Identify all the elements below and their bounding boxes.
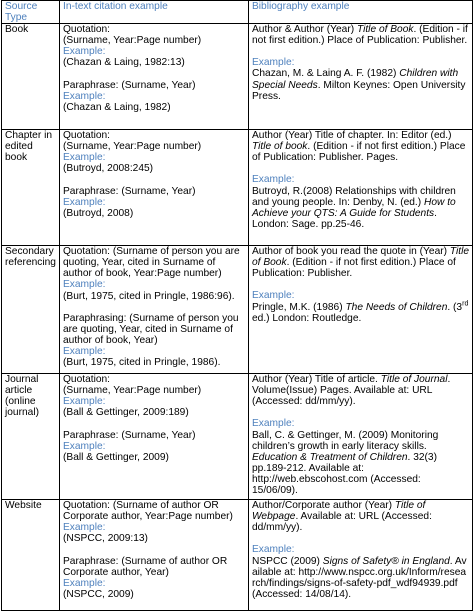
source-type-cell: Journal article (online journal): [2, 374, 60, 500]
bibliography-cell: [249, 130, 473, 246]
header-source-type: Source Type: [2, 1, 60, 24]
header-in-text-citation: In-text citation example: [60, 1, 249, 24]
source-type-cell: Book: [2, 24, 60, 130]
table-row-secondary: [2, 246, 473, 374]
citation-cell: [60, 130, 249, 246]
bibliography-example: Chazan, M. & Laing A. F. (1982) Children with Special Needs. Milton Keynes: Open University Press.: [252, 68, 466, 102]
example-label: Example:: [63, 196, 106, 208]
bibliography-cell: [249, 246, 473, 374]
bibliography-example: Butroyd, R.(2008) Relationships with children and young people. In: Denby, N. (ed.) How to Achieve your QTS: A Guide for Students. London: Sage. pp.25-46.: [252, 185, 456, 230]
quotation-format: (Surname, Year:Page number): [63, 35, 202, 47]
quotation-format: (Surname, Year:Page number): [63, 385, 202, 397]
example-label: Example:: [63, 152, 106, 164]
bibliography-format: Author & Author (Year) Title of Book. (Edition - if not first edition.) Place of Publication: Publisher.: [252, 24, 468, 47]
quotation-label: Quotation: (Surname of author OR Corporate author, Year:Page number): [63, 500, 233, 523]
quotation-label: Quotation: (Surname of person you are quoting, Year, cited in Surname of author of book, Year:Page number): [63, 246, 240, 280]
paraphrase-example: (NSPCC, 2009): [63, 588, 134, 600]
table-row-book: [2, 24, 473, 130]
table-row-journal-article: [2, 374, 473, 500]
bibliography-example: NSPCC (2009) Signs of Safety® in England. Available at: http://www.nspcc.org.uk/Inform/research/findings/signs-of-safety-pdf_wdf94939.pdf (Accessed: 14/08/14).: [252, 555, 467, 600]
example-label: Example:: [252, 544, 295, 556]
example-label: Example:: [63, 396, 106, 408]
bibliography-format: Author/Corporate author (Year) Title of Webpage. Available at: URL (Accessed: dd/mm/yy).: [252, 500, 432, 534]
table-row-website: [2, 500, 473, 611]
citation-cell: [60, 24, 249, 130]
paraphrase-label: Paraphrasing: (Surname of person you are quoting, Year, cited in Surname of author of book, Year): [63, 312, 239, 346]
citation-cell: [60, 246, 249, 374]
header-bibliography: Bibliography example: [249, 1, 473, 24]
example-label: Example:: [63, 440, 106, 452]
quotation-example: (Chazan & Laing, 1982:13): [63, 57, 185, 69]
example-label: Example:: [252, 174, 295, 186]
quotation-example: (Burt, 1975, cited in Pringle, 1986:96).: [63, 290, 235, 302]
example-label: Example:: [252, 57, 295, 69]
bibliography-example: Pringle, M.K. (1986) The Needs of Children. (3rd ed.) London: Routledge.: [252, 300, 469, 324]
superscript: rd: [462, 300, 469, 308]
citation-cell: [60, 500, 249, 611]
header-row: [2, 1, 473, 24]
quotation-label: Quotation:: [63, 24, 111, 36]
source-type-cell: Website: [2, 500, 60, 611]
example-label: Example:: [63, 345, 106, 357]
quotation-example: (NSPCC, 2009:13): [63, 533, 148, 545]
paraphrase-label: Paraphrase: (Surname, Year): [63, 79, 196, 91]
citation-cell: [60, 374, 249, 500]
paraphrase-label: Paraphrase: (Surname, Year): [63, 185, 196, 197]
bibliography-format: Author (Year) Title of chapter. In: Editor (ed.) Title of book. (Edition - if not first edition.) Place of Publication: Publisher. Pages.: [252, 130, 466, 164]
quotation-label: Quotation:: [63, 130, 111, 142]
bibliography-cell: [249, 24, 473, 130]
example-label: Example:: [252, 418, 295, 430]
bibliography-format: Author (Year) Title of article. Title of Journal. Volume(Issue) Pages. Available at: URL (Accessed: dd/mm/yy).: [252, 374, 451, 408]
source-type-cell: Chapter in edited book: [2, 130, 60, 246]
example-label: Example:: [63, 46, 106, 58]
example-label: Example:: [63, 577, 106, 589]
quotation-format: (Surname, Year:Page number): [63, 141, 202, 153]
example-label: Example:: [63, 90, 106, 102]
paraphrase-example: (Chazan & Laing, 1982): [63, 101, 171, 113]
paraphrase-label: Paraphrase: (Surname of author OR Corporate author, Year): [63, 555, 228, 578]
paraphrase-example: (Butroyd, 2008): [63, 207, 134, 219]
source-type-cell: Secondary referencing: [2, 246, 60, 374]
citation-guide-table: [1, 0, 473, 611]
bibliography-cell: [249, 500, 473, 611]
bibliography-format: Author of book you read the quote in (Year) Title of Book. (Edition - if not first edition.) Place of Publication: Publisher.: [252, 246, 470, 280]
table-row-chapter: [2, 130, 473, 246]
paraphrase-label: Paraphrase: (Surname, Year): [63, 429, 196, 441]
quotation-example: (Butroyd, 2008:245): [63, 163, 154, 175]
example-label: Example:: [63, 522, 106, 534]
bibliography-cell: [249, 374, 473, 500]
example-label: Example:: [252, 290, 295, 302]
paraphrase-example: (Ball & Gettinger, 2009): [63, 451, 169, 463]
bibliography-example: Ball, C. & Gettinger, M. (2009) Monitoring children’s growth in early literacy skills. Education & Treatment of Children. 32(3) pp.189-212. Available at: http://web.ebscohost.com (Accessed: 15/06/09).: [252, 429, 439, 497]
paraphrase-example: (Burt, 1975, cited in Pringle, 1986).: [63, 357, 221, 369]
quotation-example: (Ball & Gettinger, 2009:189): [63, 407, 189, 419]
quotation-label: Quotation:: [63, 374, 111, 386]
example-label: Example:: [63, 279, 106, 291]
